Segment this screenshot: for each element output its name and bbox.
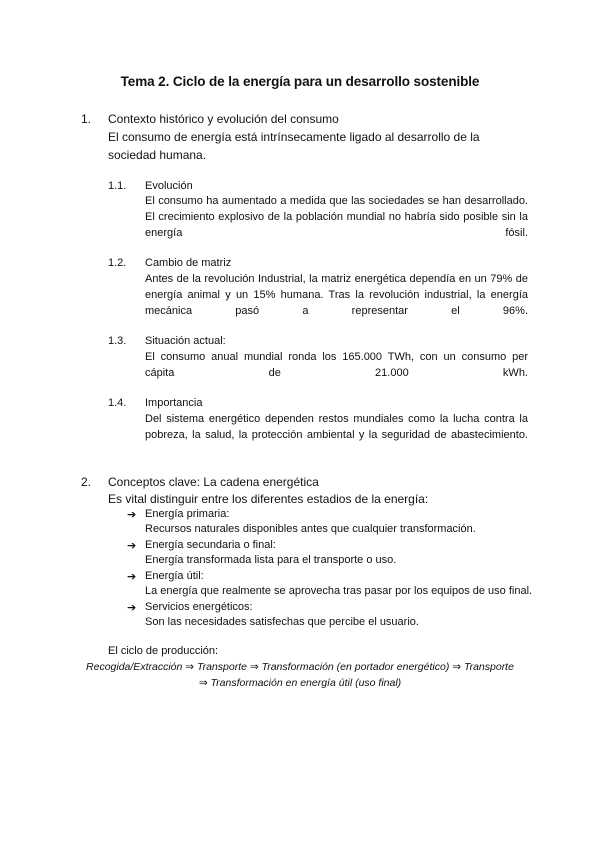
bullet-4-text: Son las necesidades satisfechas que percibe el usuario. (145, 616, 419, 628)
subsection-1-1-text: El consumo ha aumentado a medida que las sociedades se han desarrollado. El crecimiento explosivo de la población mundial no habría sido posible sin la energía fósil. (145, 195, 528, 239)
bullet-4-heading: Servicios energéticos: (145, 601, 253, 613)
bullet-2-text: Energía transformada lista para el transporte o uso. (145, 554, 397, 566)
cycle-line-1: Recogida/Extracción ⇒ Transporte ⇒ Transformación (en portador energético) ⇒ Transporte (86, 661, 514, 673)
arrow-right-icon: ➔ (127, 602, 137, 614)
subsection-1-4-number: 1.4. (108, 397, 127, 409)
subsection-1-2-text: Antes de la revolución Industrial, la matriz energética dependía en un 79% de energía animal y un 15% humana. Tras la revolución industrial, la energía mecánica pasó a representar el 96%. (145, 273, 528, 317)
section-2-intro: Es vital distinguir entre los diferentes estadios de la energía: (108, 492, 429, 506)
arrow-right-icon: ➔ (127, 571, 137, 583)
arrow-right-icon: ➔ (127, 540, 137, 552)
bullet-3-text: La energía que realmente se aprovecha tras pasar por los equipos de uso final. (145, 585, 533, 597)
section-1-heading: Contexto histórico y evolución del consumo (108, 112, 339, 126)
bullet-2-heading: Energía secundaria o final: (145, 539, 276, 551)
document-title: Tema 2. Ciclo de la energía para un desarrollo sostenible (120, 74, 480, 89)
bullet-3-heading: Energía útil: (145, 570, 204, 582)
subsection-1-3-number: 1.3. (108, 335, 127, 347)
section-2-heading: Conceptos clave: La cadena energética (108, 475, 319, 489)
bullet-1-text: Recursos naturales disponibles antes que cualquier transformación. (145, 523, 476, 535)
section-2-number: 2. (81, 475, 92, 489)
subsection-1-1-number: 1.1. (108, 180, 127, 192)
subsection-1-2-heading: Cambio de matriz (145, 257, 232, 269)
section-1-number: 1. (81, 112, 92, 126)
subsection-1-1-heading: Evolución (145, 180, 193, 192)
arrow-right-icon: ➔ (127, 509, 137, 521)
bullet-1-heading: Energía primaria: (145, 508, 230, 520)
cycle-label: El ciclo de producción: (108, 645, 219, 657)
subsection-1-2-number: 1.2. (108, 257, 127, 269)
subsection-1-4-text: Del sistema energético dependen restos mundiales como la lucha contra la pobreza, la salud, la protección ambiental y la seguridad de abastecimiento. (145, 413, 528, 441)
section-1-text: El consumo de energía está intrínsecamente ligado al desarrollo de la sociedad humana. (108, 130, 480, 162)
subsection-1-3-heading: Situación actual: (145, 335, 226, 347)
subsection-1-3-text: El consumo anual mundial ronda los 165.000 TWh, con un consumo per cápita de 21.000 kWh. (145, 351, 528, 379)
subsection-1-4-heading: Importancia (145, 397, 203, 409)
cycle-line-2: ⇒ Transformación en energía útil (uso final) (198, 677, 402, 689)
